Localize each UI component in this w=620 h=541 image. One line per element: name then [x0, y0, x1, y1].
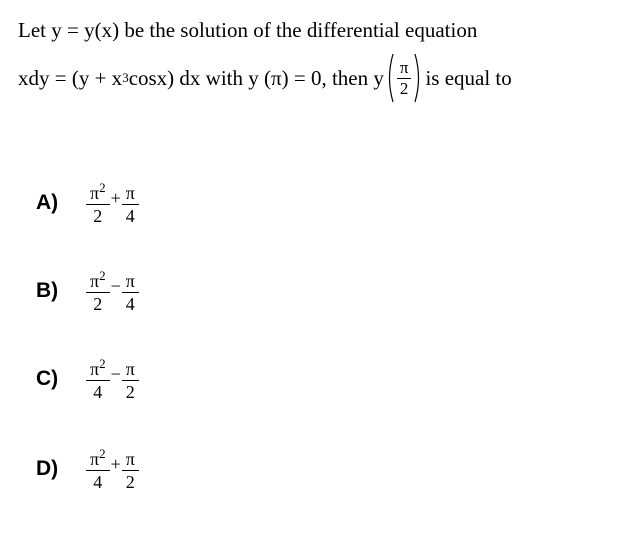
equation-left: xdy = (y + x [18, 65, 123, 90]
option-expression [86, 350, 139, 410]
fraction-numerator: π [122, 270, 139, 293]
operator: − [110, 363, 121, 384]
question-line-2: xdy = (y + x 3 cosx) dx with y (π) = 0, then y $\frac{\pi}{2}$ is equal to [18, 52, 512, 104]
fraction-denominator: 2 [93, 293, 103, 314]
option-d[interactable] [0, 440, 620, 500]
option-expression [86, 174, 139, 234]
parenthesized-fraction [385, 53, 424, 103]
fraction-denominator: 2 [93, 205, 103, 226]
question-line-1: Let y = y(x) be the solution of the differential equation [18, 18, 478, 42]
fraction-numerator: $\pi^2$ [86, 182, 110, 205]
fraction-pi-squared [86, 179, 110, 227]
option-label: B) [36, 279, 59, 302]
fraction-pi-squared [86, 267, 110, 315]
right-paren [414, 53, 423, 103]
fraction-numerator: $\pi^2$ [86, 358, 110, 381]
fraction-denominator: 4 [93, 381, 103, 402]
option-a[interactable] [0, 174, 620, 234]
operator: + [110, 187, 121, 208]
fraction-numerator: $\pi^2$ [86, 270, 110, 293]
fraction-pi [122, 270, 139, 315]
fraction-pi-squared [86, 445, 110, 493]
fraction-denominator: 2 [125, 381, 135, 402]
fraction-pi [122, 448, 139, 493]
fraction-denominator: 4 [125, 205, 135, 226]
fraction-numerator: π [397, 58, 412, 79]
question-tail: is equal to [425, 65, 512, 90]
fraction-numerator: π [122, 448, 139, 471]
option-b[interactable] [0, 262, 620, 322]
option-label: D) [36, 457, 59, 480]
fraction-pi-over-2 [397, 58, 412, 99]
left-paren [385, 53, 394, 103]
fraction-denominator: 2 [125, 471, 135, 492]
fraction-denominator: 4 [125, 293, 135, 314]
fraction-pi-squared [86, 355, 110, 403]
operator: + [110, 453, 121, 474]
option-c[interactable] [0, 350, 620, 410]
option-expression [86, 440, 139, 500]
operator: − [110, 275, 121, 296]
option-expression [86, 262, 139, 322]
fraction-numerator: $\pi^2$ [86, 448, 110, 471]
fraction-numerator: π [122, 358, 139, 381]
equation-right: cosx) dx with y (π) = 0, then y [128, 65, 384, 90]
option-label: A) [36, 191, 59, 214]
option-label: C) [36, 367, 59, 390]
fraction-pi [122, 358, 139, 403]
fraction-pi [122, 182, 139, 227]
fraction-denominator: 4 [93, 471, 103, 492]
fraction-denominator: 2 [399, 78, 409, 98]
fraction-numerator: π [122, 182, 139, 205]
